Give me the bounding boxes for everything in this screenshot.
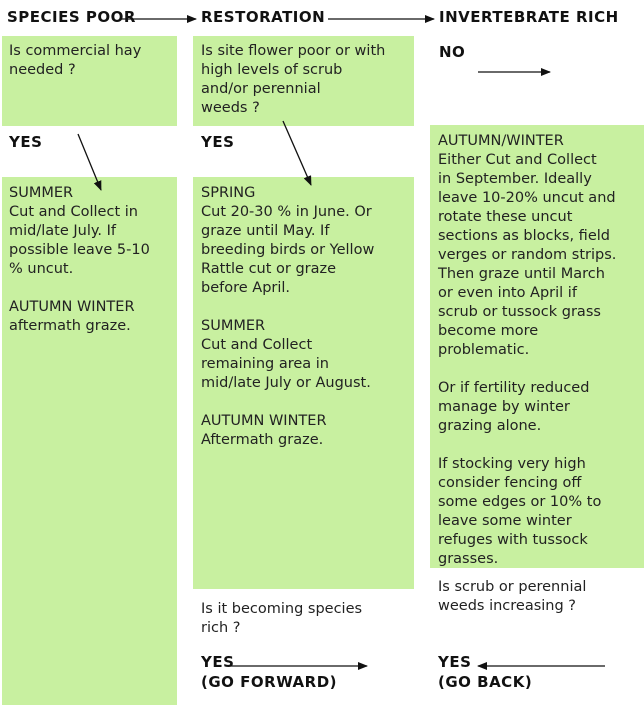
- col3-bottom-answer: YES (GO BACK): [438, 653, 533, 691]
- header-invertebrate-rich: INVERTEBRATE RICH: [439, 8, 619, 26]
- col3-body: AUTUMN/WINTER Either Cut and Collect in September. Ideally leave 10-20% uncut and rotate these uncut sections as blocks, field verges or random strips. Then graze until March or even into April if scrub or tussock grass become more problematic. Or if fertility reduced manage by winter grazing alone. If stocking very high consider fencing off some edges or 10% to leave some winter refuges with tussock grasses.: [438, 133, 617, 567]
- header-restoration: RESTORATION: [201, 8, 326, 26]
- col1-question: Is commercial hay needed ?: [9, 43, 142, 78]
- col3-no-label: NO: [439, 43, 466, 61]
- col2-yes-label: YES: [201, 133, 235, 151]
- arrow-col1-yes-down: [78, 134, 101, 190]
- col3-bottom-question: Is scrub or perennial weeds increasing ?: [438, 579, 587, 614]
- col2-bottom-answer: YES (GO FORWARD): [201, 653, 338, 691]
- col2-bottom-question: Is it becoming species rich ?: [201, 601, 363, 636]
- arrow-col2-yes-down: [283, 121, 311, 185]
- header-species-poor: SPECIES POOR: [7, 8, 136, 26]
- col1-yes-label: YES: [9, 133, 43, 151]
- col2-question: Is site flower poor or with high levels of scrub and/or perennial weeds ?: [201, 43, 386, 116]
- col2-body: SPRING Cut 20-30 % in June. Or graze until May. If breeding birds or Yellow Rattle cut or graze before April. SUMMER Cut and Collect remaining area in mid/late July or August. AUTUMN WINTER Aftermath graze.: [201, 185, 375, 448]
- col1-body: SUMMER Cut and Collect in mid/late July. If possible leave 5-10 % uncut. AUTUMN WINTER aftermath graze.: [9, 185, 150, 334]
